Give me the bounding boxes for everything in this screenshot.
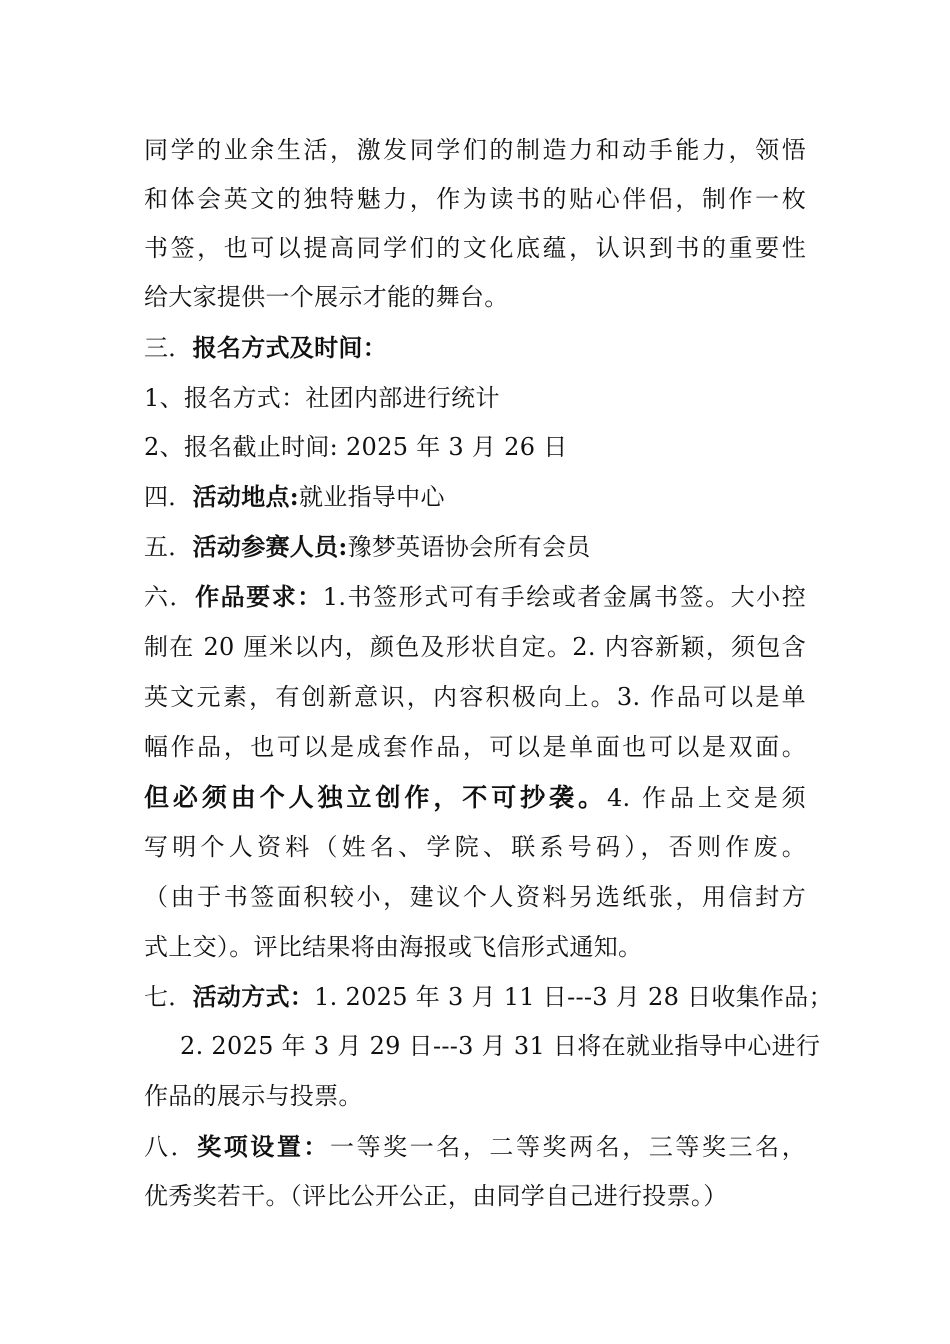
section-text: 4. 作品上交是须 xyxy=(606,784,806,812)
section-title: 报名方式及时间： xyxy=(192,333,388,362)
intro-line-1: 同学的业余生活，激发同学们的制造力和动手能力，领悟 xyxy=(144,136,806,164)
section-number: 六． xyxy=(144,583,196,611)
section-4-location xyxy=(144,482,445,512)
registration-deadline: 2、报名截止时间: 2025 年 3 月 26 日 xyxy=(144,433,568,461)
section-text: 1. 2025 年 3 月 11 日---3 月 28 日收集作品； xyxy=(314,983,833,1011)
section-6-line-1 xyxy=(144,582,806,612)
section-number: 四． xyxy=(144,483,193,511)
section-text: 就业指导中心 xyxy=(298,483,445,511)
intro-line-3: 书签，也可以提高同学们的文化底蕴，认识到书的重要性 xyxy=(144,234,806,262)
section-3-heading xyxy=(144,333,387,363)
section-title: 奖项设置： xyxy=(197,1132,330,1161)
section-8-line-1 xyxy=(144,1132,806,1162)
section-6-line-3: 英文元素，有创新意识，内容积极向上。3. 作品可以是单 xyxy=(144,683,806,711)
section-6-line-2: 制在 20 厘米以内，颜色及形状自定。2. 内容新颖，须包含 xyxy=(144,633,806,661)
section-6-line-5 xyxy=(144,783,806,813)
intro-line-4: 给大家提供一个展示才能的舞台。 xyxy=(144,283,509,311)
section-title: 活动方式： xyxy=(192,982,315,1011)
section-text: 1.书签形式可有手绘或者金属书签。大小控 xyxy=(322,583,807,611)
emphasis-text: 但必须由个人独立创作，不可抄袭。 xyxy=(144,783,607,812)
section-6-line-7: （由于书签面积较小，建议个人资料另选纸张，用信封方 xyxy=(144,883,806,911)
section-7-line-1 xyxy=(144,982,833,1012)
section-7-line-3: 作品的展示与投票。 xyxy=(144,1082,363,1110)
section-7-line-2: 2. 2025 年 3 月 29 日---3 月 31 日将在就业指导中心进行 xyxy=(180,1032,821,1060)
section-number: 八． xyxy=(144,1133,198,1161)
section-5-participants xyxy=(144,532,591,562)
section-6-line-8: 式上交）。评比结果将由海报或飞信形式通知。 xyxy=(144,933,643,961)
registration-method: 1、报名方式：社团内部进行统计 xyxy=(144,384,500,412)
section-number: 五． xyxy=(144,533,193,561)
section-title: 活动地点: xyxy=(192,482,299,511)
section-number: 七． xyxy=(144,983,193,1011)
section-text: 一等奖一名，二等奖两名，三等奖三名， xyxy=(330,1133,806,1161)
section-number: 三． xyxy=(144,334,193,362)
section-8-line-2: 优秀奖若干。（评比公开公正，由同学自己进行投票。） xyxy=(144,1182,728,1210)
section-title: 作品要求： xyxy=(195,582,323,611)
intro-line-2: 和体会英文的独特魅力，作为读书的贴心伴侣，制作一枚 xyxy=(144,185,806,213)
section-6-line-6: 写明个人资料（姓名、学院、联系号码），否则作废。 xyxy=(144,833,806,861)
section-6-line-4: 幅作品，也可以是成套作品，可以是单面也可以是双面。 xyxy=(144,733,806,761)
section-text: 豫梦英语协会所有会员 xyxy=(347,533,591,561)
section-title: 活动参赛人员: xyxy=(192,532,348,561)
